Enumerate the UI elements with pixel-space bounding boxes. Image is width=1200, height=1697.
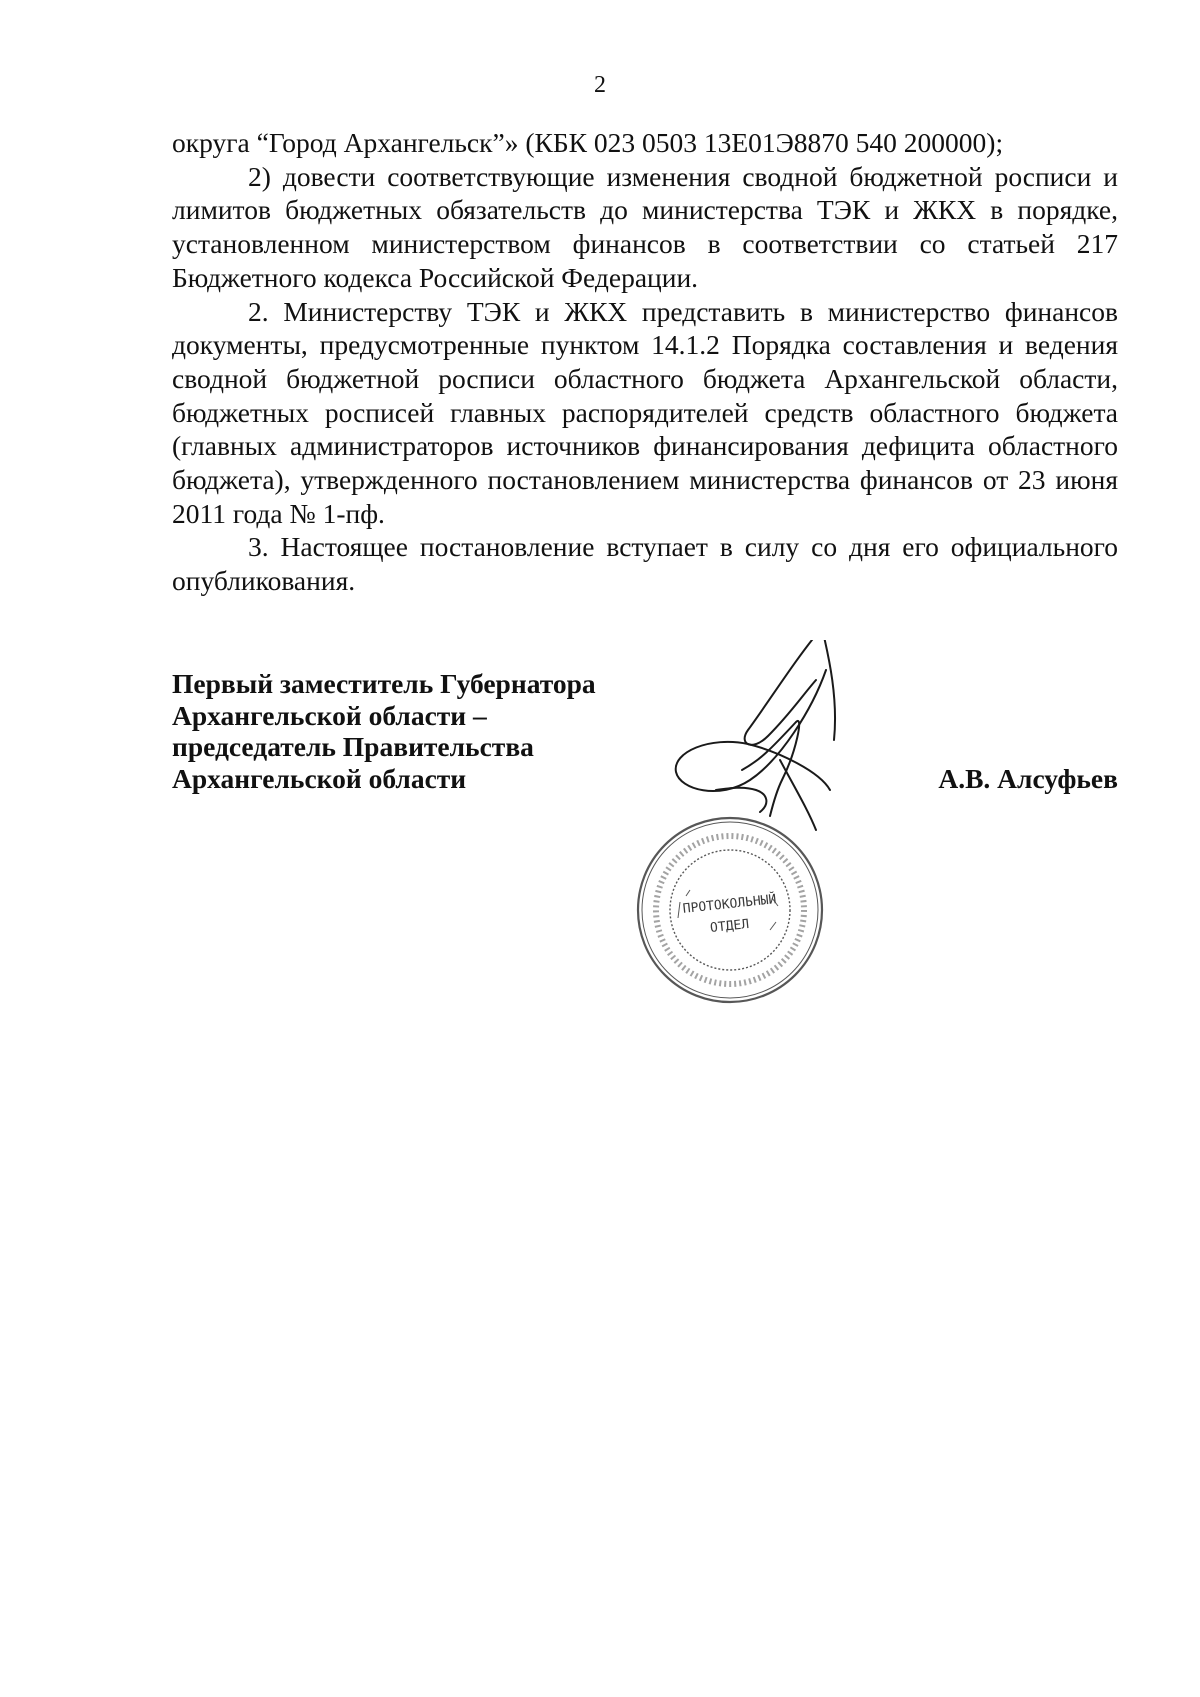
position-line: Архангельской области –: [172, 699, 487, 731]
position-line: Первый заместитель Губернатора: [172, 668, 596, 699]
seal-text-line2: ОТДЕЛ: [709, 917, 750, 937]
paragraph-subitem-2: 2) довести соответствующие изменения сводной бюджетной росписи и лимитов бюджетных обязательств до министерства ТЭК и ЖКХ в порядке, установленном министерством финансов в соответствии со статьей 217 Бюджетного кодекса Российской Федерации.: [172, 160, 1118, 293]
signatory-name: А.В. Алсуфьев: [938, 763, 1118, 794]
page-number: 2: [594, 72, 606, 98]
paragraph-item-3: 3. Настоящее постановление вступает в силу со дня его официального опубликования.: [172, 531, 1118, 597]
paragraph-continuation: округа “Город Архангельск”» (КБК 023 0503 13Е01Э8870 540 200000);: [172, 127, 1004, 158]
signatory-position: [172, 668, 692, 794]
seal-text-line1: ПРОТОКОЛЬНЫЙ: [682, 892, 778, 917]
paragraph-item-2: 2. Министерству ТЭК и ЖКХ представить в министерство финансов документы, предусмотренные пунктом 14.1.2 Порядка составления и ведения сводной бюджетной росписи областного бюджета Архангельской области, бюджетных росписей главных распорядителей средств областного бюджета (главных администраторов источников финансирования дефицита областного бюджета), утвержденного постановлением министерства финансов от 23 июня 2011 года № 1-пф.: [172, 295, 1118, 529]
position-line: председатель Правительства: [172, 731, 534, 762]
position-line: Архангельской области: [172, 762, 467, 794]
handwritten-signature-icon: [676, 640, 835, 830]
seal-and-signature: [620, 640, 940, 1020]
document-body: [172, 126, 1118, 598]
